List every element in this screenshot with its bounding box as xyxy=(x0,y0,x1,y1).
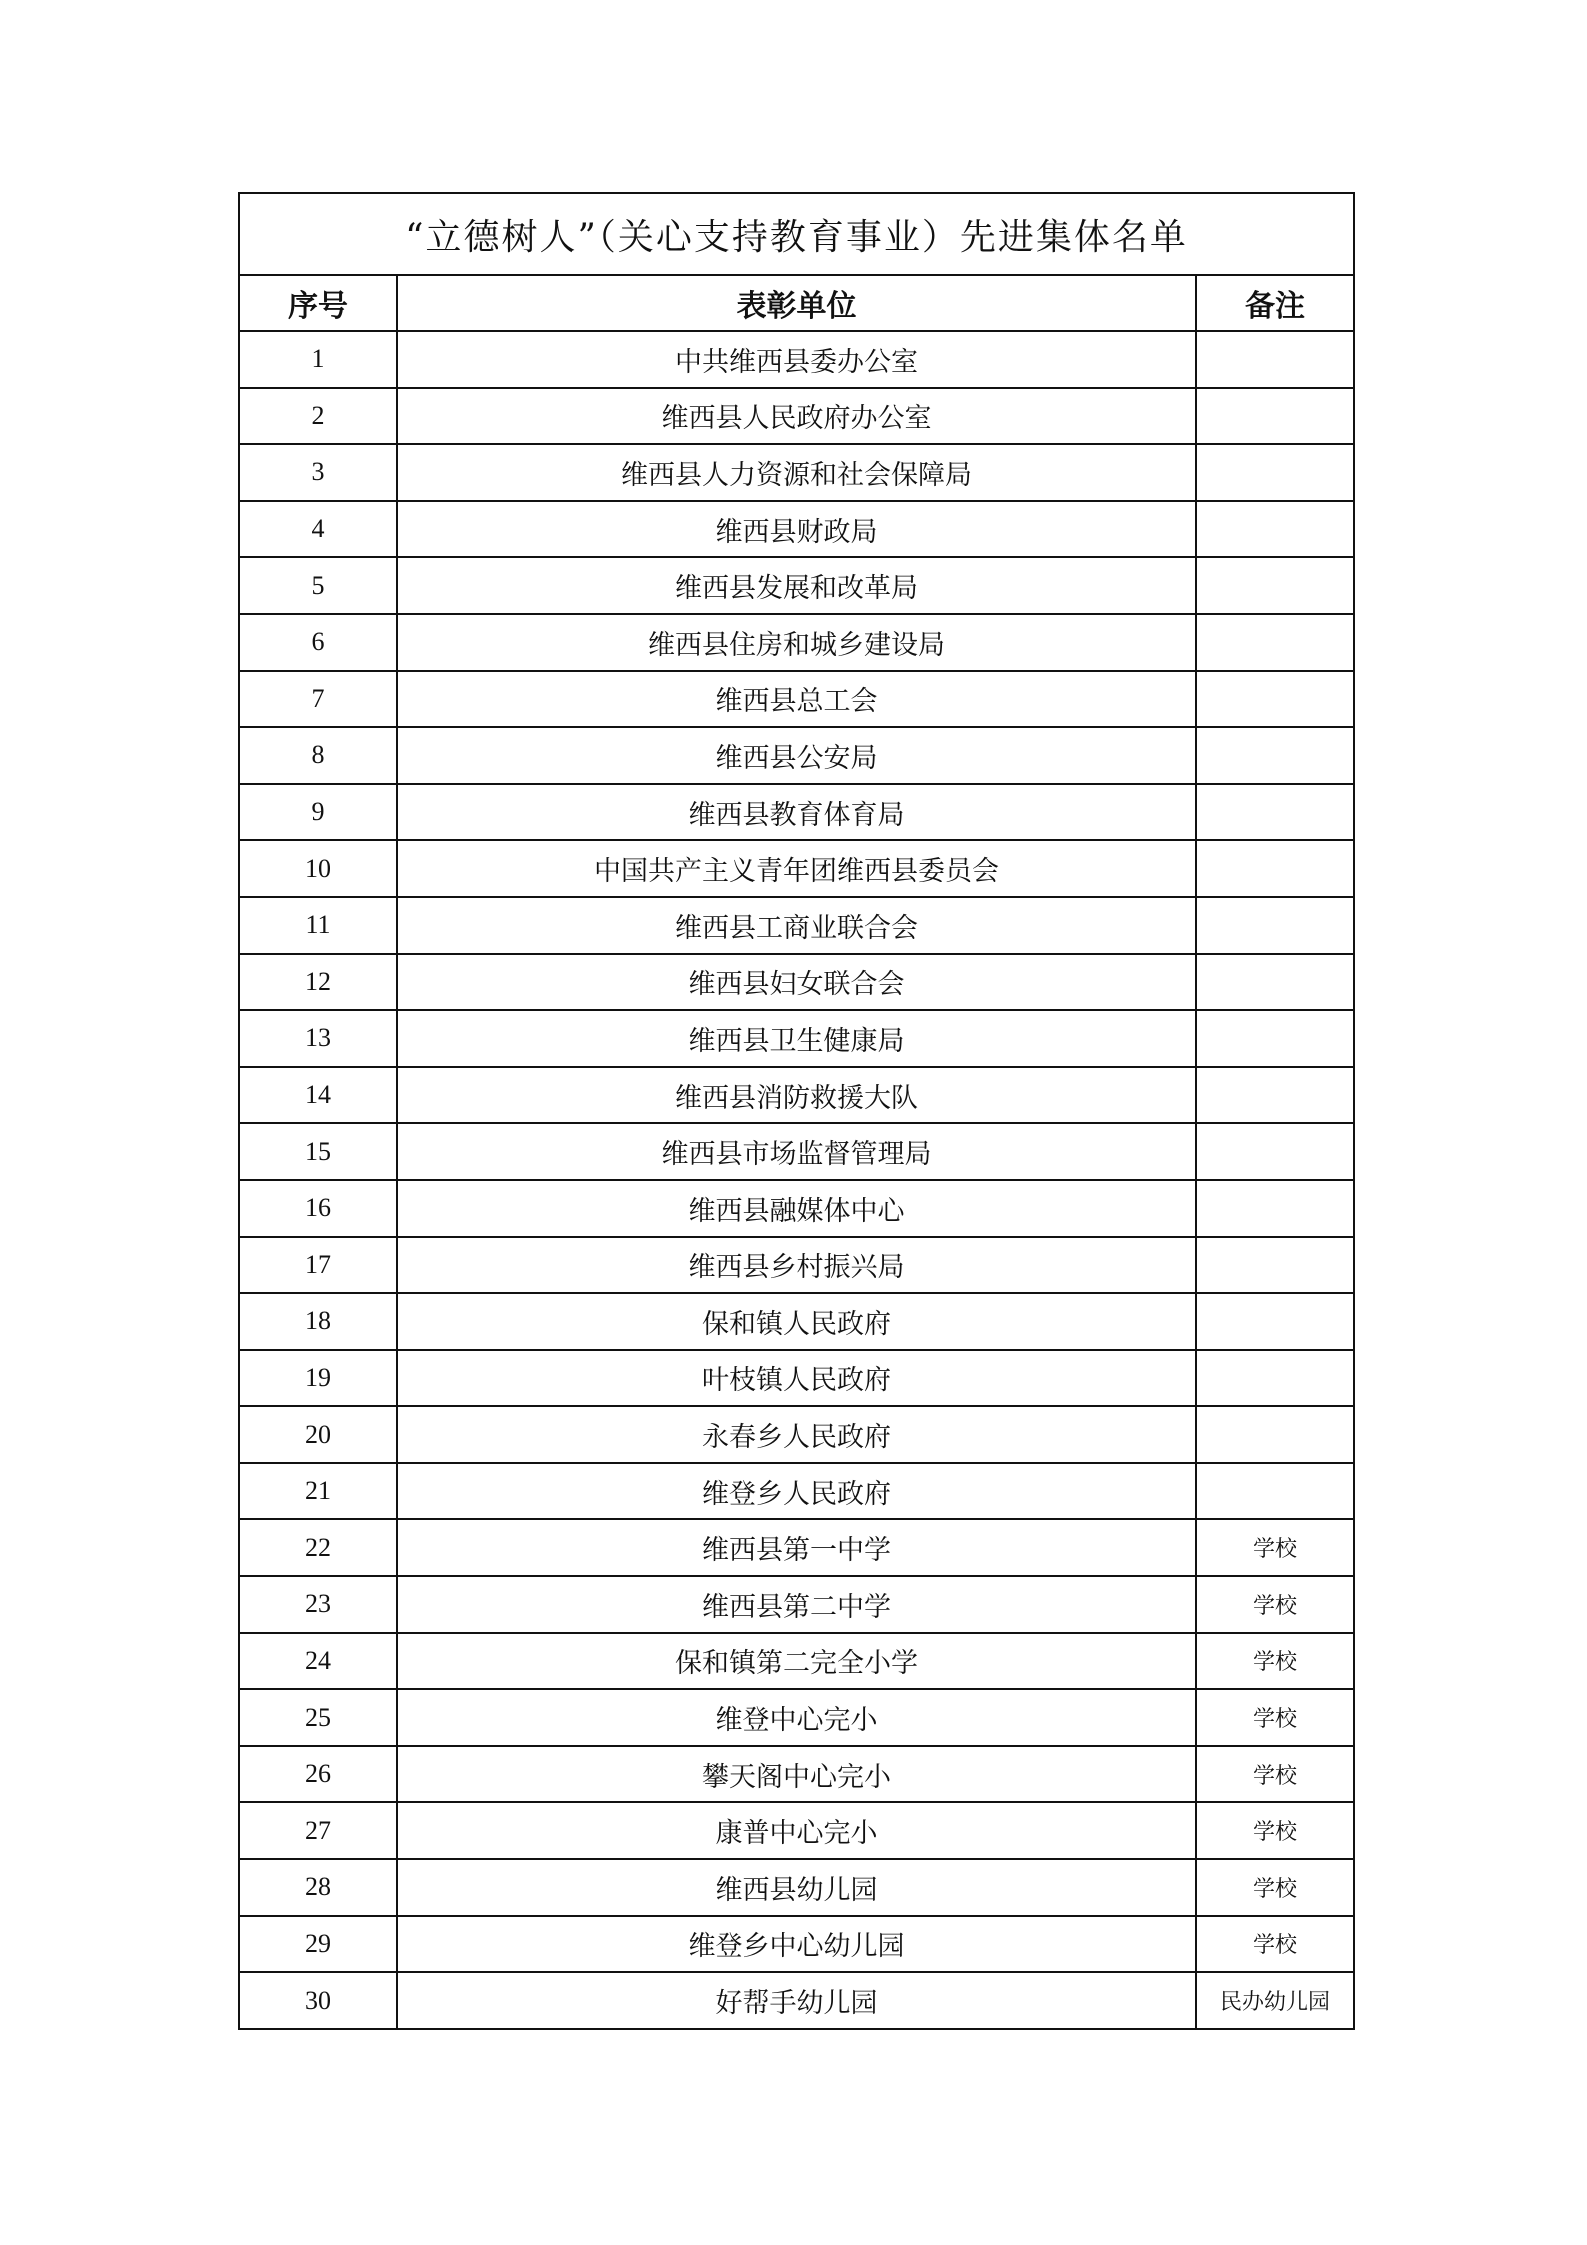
row-number: 26 xyxy=(239,1746,397,1803)
row-note: 学校 xyxy=(1196,1746,1354,1803)
row-unit-name: 维登乡人民政府 xyxy=(397,1463,1196,1520)
row-unit-name: 攀天阁中心完小 xyxy=(397,1746,1196,1803)
row-note: 民办幼儿园 xyxy=(1196,1972,1354,2029)
table-row xyxy=(239,954,1354,1011)
row-number: 4 xyxy=(239,501,397,558)
row-number: 3 xyxy=(239,444,397,501)
row-number: 18 xyxy=(239,1293,397,1350)
award-list-table xyxy=(238,192,1355,2030)
table-title-row xyxy=(239,193,1354,275)
table-row xyxy=(239,1972,1354,2029)
row-unit-name: 好帮手幼儿园 xyxy=(397,1972,1196,2029)
table-row xyxy=(239,1689,1354,1746)
row-number: 7 xyxy=(239,671,397,728)
row-note xyxy=(1196,557,1354,614)
row-note xyxy=(1196,897,1354,954)
row-unit-name: 维西县人力资源和社会保障局 xyxy=(397,444,1196,501)
row-note xyxy=(1196,1293,1354,1350)
row-unit-name: 中国共产主义青年团维西县委员会 xyxy=(397,840,1196,897)
row-unit-name: 维西县发展和改革局 xyxy=(397,557,1196,614)
row-number: 19 xyxy=(239,1350,397,1407)
row-number: 27 xyxy=(239,1802,397,1859)
table-row xyxy=(239,1746,1354,1803)
row-unit-name: 维登乡中心幼儿园 xyxy=(397,1916,1196,1973)
table-header-row xyxy=(239,275,1354,331)
row-unit-name: 维西县住房和城乡建设局 xyxy=(397,614,1196,671)
row-unit-name: 维西县融媒体中心 xyxy=(397,1180,1196,1237)
row-unit-name: 维西县妇女联合会 xyxy=(397,954,1196,1011)
row-number: 28 xyxy=(239,1859,397,1916)
row-number: 10 xyxy=(239,840,397,897)
row-unit-name: 维西县乡村振兴局 xyxy=(397,1237,1196,1294)
row-unit-name: 康普中心完小 xyxy=(397,1802,1196,1859)
row-number: 21 xyxy=(239,1463,397,1520)
row-note xyxy=(1196,501,1354,558)
row-number: 17 xyxy=(239,1237,397,1294)
table-title: “立德树人”（关心支持教育事业）先进集体名单 xyxy=(239,193,1354,275)
table-row xyxy=(239,1406,1354,1463)
row-note xyxy=(1196,614,1354,671)
row-note: 学校 xyxy=(1196,1689,1354,1746)
row-note xyxy=(1196,1237,1354,1294)
table-row xyxy=(239,1463,1354,1520)
row-number: 5 xyxy=(239,557,397,614)
row-note: 学校 xyxy=(1196,1576,1354,1633)
row-number: 2 xyxy=(239,388,397,445)
table-row xyxy=(239,1180,1354,1237)
column-header-unit: 表彰单位 xyxy=(397,275,1196,331)
row-note: 学校 xyxy=(1196,1859,1354,1916)
row-number: 8 xyxy=(239,727,397,784)
row-number: 30 xyxy=(239,1972,397,2029)
row-unit-name: 维西县总工会 xyxy=(397,671,1196,728)
table-row xyxy=(239,1633,1354,1690)
row-number: 16 xyxy=(239,1180,397,1237)
row-unit-name: 维西县第一中学 xyxy=(397,1519,1196,1576)
row-number: 22 xyxy=(239,1519,397,1576)
row-note xyxy=(1196,1350,1354,1407)
column-header-number: 序号 xyxy=(239,275,397,331)
row-number: 29 xyxy=(239,1916,397,1973)
table-row xyxy=(239,1123,1354,1180)
row-unit-name: 维西县市场监督管理局 xyxy=(397,1123,1196,1180)
table-row xyxy=(239,1350,1354,1407)
row-number: 23 xyxy=(239,1576,397,1633)
row-number: 25 xyxy=(239,1689,397,1746)
row-number: 24 xyxy=(239,1633,397,1690)
row-number: 20 xyxy=(239,1406,397,1463)
table-row xyxy=(239,557,1354,614)
table-row xyxy=(239,1802,1354,1859)
row-note xyxy=(1196,1406,1354,1463)
row-note xyxy=(1196,954,1354,1011)
table-row xyxy=(239,1916,1354,1973)
row-number: 11 xyxy=(239,897,397,954)
row-note xyxy=(1196,671,1354,728)
row-number: 9 xyxy=(239,784,397,841)
table-row xyxy=(239,444,1354,501)
row-note: 学校 xyxy=(1196,1916,1354,1973)
table-row xyxy=(239,1237,1354,1294)
row-unit-name: 维西县第二中学 xyxy=(397,1576,1196,1633)
row-unit-name: 维西县人民政府办公室 xyxy=(397,388,1196,445)
column-header-note: 备注 xyxy=(1196,275,1354,331)
row-unit-name: 维西县公安局 xyxy=(397,727,1196,784)
row-number: 6 xyxy=(239,614,397,671)
table-row xyxy=(239,614,1354,671)
row-number: 15 xyxy=(239,1123,397,1180)
row-note xyxy=(1196,1010,1354,1067)
table-row xyxy=(239,671,1354,728)
table-row xyxy=(239,897,1354,954)
table-row xyxy=(239,388,1354,445)
row-note xyxy=(1196,331,1354,388)
table-row xyxy=(239,501,1354,558)
row-unit-name: 维西县工商业联合会 xyxy=(397,897,1196,954)
table-row xyxy=(239,727,1354,784)
row-note xyxy=(1196,444,1354,501)
row-note xyxy=(1196,1067,1354,1124)
table-row xyxy=(239,840,1354,897)
row-unit-name: 维西县教育体育局 xyxy=(397,784,1196,841)
row-note xyxy=(1196,840,1354,897)
row-note: 学校 xyxy=(1196,1519,1354,1576)
row-unit-name: 叶枝镇人民政府 xyxy=(397,1350,1196,1407)
row-note xyxy=(1196,784,1354,841)
row-note xyxy=(1196,388,1354,445)
row-unit-name: 维西县幼儿园 xyxy=(397,1859,1196,1916)
table-row xyxy=(239,784,1354,841)
row-number: 13 xyxy=(239,1010,397,1067)
row-unit-name: 维西县消防救援大队 xyxy=(397,1067,1196,1124)
table-row xyxy=(239,1067,1354,1124)
table-row xyxy=(239,331,1354,388)
row-number: 14 xyxy=(239,1067,397,1124)
table-row xyxy=(239,1293,1354,1350)
row-number: 12 xyxy=(239,954,397,1011)
row-unit-name: 中共维西县委办公室 xyxy=(397,331,1196,388)
row-unit-name: 保和镇人民政府 xyxy=(397,1293,1196,1350)
row-unit-name: 保和镇第二完全小学 xyxy=(397,1633,1196,1690)
table-row xyxy=(239,1519,1354,1576)
row-unit-name: 维西县卫生健康局 xyxy=(397,1010,1196,1067)
row-number: 1 xyxy=(239,331,397,388)
row-unit-name: 维登中心完小 xyxy=(397,1689,1196,1746)
row-note: 学校 xyxy=(1196,1633,1354,1690)
row-note xyxy=(1196,1123,1354,1180)
row-note: 学校 xyxy=(1196,1802,1354,1859)
row-note xyxy=(1196,1463,1354,1520)
row-unit-name: 永春乡人民政府 xyxy=(397,1406,1196,1463)
row-note xyxy=(1196,1180,1354,1237)
table-row xyxy=(239,1576,1354,1633)
table-row xyxy=(239,1010,1354,1067)
row-note xyxy=(1196,727,1354,784)
table-row xyxy=(239,1859,1354,1916)
row-unit-name: 维西县财政局 xyxy=(397,501,1196,558)
